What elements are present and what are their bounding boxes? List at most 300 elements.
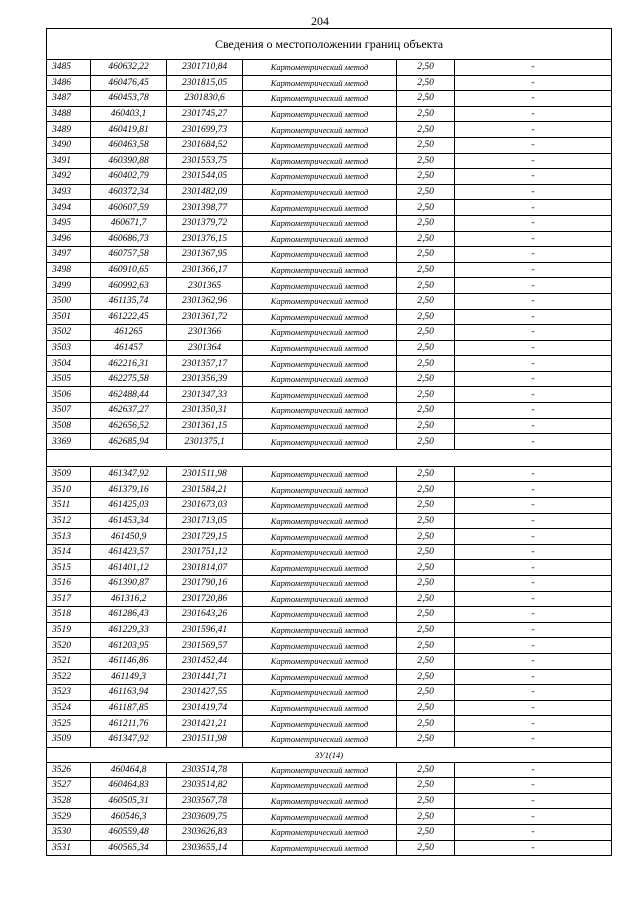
- point-number: 3530: [47, 824, 91, 840]
- table-row: [47, 153, 612, 169]
- point-number: 3514: [47, 544, 91, 560]
- determination-method: Картометрический метод: [243, 106, 397, 122]
- precision-value: 2,50: [397, 418, 455, 434]
- precision-value: 2,50: [397, 184, 455, 200]
- table-row: [47, 498, 612, 514]
- coordinate-y: 2303609,75: [167, 809, 243, 825]
- coordinate-x: 460757,58: [91, 247, 167, 263]
- point-number: 3503: [47, 340, 91, 356]
- coordinate-y: 2301745,27: [167, 106, 243, 122]
- precision-value: 2,50: [397, 340, 455, 356]
- coordinate-x: 461453,34: [91, 513, 167, 529]
- table-row: [47, 434, 612, 450]
- coordinate-y: 2301511,98: [167, 731, 243, 747]
- table-row: [47, 840, 612, 856]
- table-row: [47, 91, 612, 107]
- precision-value: 2,50: [397, 840, 455, 856]
- table-row: [47, 638, 612, 654]
- point-number: 3497: [47, 247, 91, 263]
- coordinate-x: 460464,83: [91, 778, 167, 794]
- coordinate-x: 462656,52: [91, 418, 167, 434]
- coordinate-y: 2301710,84: [167, 60, 243, 76]
- table-row: [47, 622, 612, 638]
- description-cell: -: [455, 91, 612, 107]
- point-number: 3510: [47, 482, 91, 498]
- coordinate-y: 2301553,75: [167, 153, 243, 169]
- coordinate-y: 2301584,21: [167, 482, 243, 498]
- precision-value: 2,50: [397, 669, 455, 685]
- coordinate-y: 2301815,05: [167, 75, 243, 91]
- coordinate-y: 2301673,03: [167, 498, 243, 514]
- precision-value: 2,50: [397, 544, 455, 560]
- coordinate-y: 2301366,17: [167, 262, 243, 278]
- table-row: [47, 576, 612, 592]
- precision-value: 2,50: [397, 809, 455, 825]
- point-number: 3496: [47, 231, 91, 247]
- determination-method: Картометрический метод: [243, 466, 397, 482]
- precision-value: 2,50: [397, 762, 455, 778]
- coordinate-y: 2301398,77: [167, 200, 243, 216]
- point-number: 3501: [47, 309, 91, 325]
- table-row: [47, 387, 612, 403]
- determination-method: Картометрический метод: [243, 498, 397, 514]
- description-cell: -: [455, 498, 612, 514]
- determination-method: Картометрический метод: [243, 622, 397, 638]
- table-row: [47, 591, 612, 607]
- precision-value: 2,50: [397, 325, 455, 341]
- determination-method: Картометрический метод: [243, 278, 397, 294]
- determination-method: Картометрический метод: [243, 638, 397, 654]
- coordinate-x: 461390,87: [91, 576, 167, 592]
- determination-method: Картометрический метод: [243, 91, 397, 107]
- point-number: 3486: [47, 75, 91, 91]
- precision-value: 2,50: [397, 653, 455, 669]
- coordinate-x: 460565,34: [91, 840, 167, 856]
- coordinate-y: 2301362,96: [167, 293, 243, 309]
- section-label: ЗУ1(14): [47, 747, 612, 762]
- coordinate-y: 2301376,15: [167, 231, 243, 247]
- determination-method: Картометрический метод: [243, 247, 397, 263]
- table-row: [47, 513, 612, 529]
- determination-method: Картометрический метод: [243, 716, 397, 732]
- point-number: 3506: [47, 387, 91, 403]
- coordinate-y: 2301830,6: [167, 91, 243, 107]
- precision-value: 2,50: [397, 215, 455, 231]
- precision-value: 2,50: [397, 356, 455, 372]
- precision-value: 2,50: [397, 371, 455, 387]
- precision-value: 2,50: [397, 309, 455, 325]
- coordinate-x: 460402,79: [91, 169, 167, 185]
- point-number: 3531: [47, 840, 91, 856]
- description-cell: -: [455, 309, 612, 325]
- coordinate-x: 461401,12: [91, 560, 167, 576]
- table-row: [47, 544, 612, 560]
- coordinate-x: 461316,2: [91, 591, 167, 607]
- coordinate-x: 460372,34: [91, 184, 167, 200]
- precision-value: 2,50: [397, 60, 455, 76]
- description-cell: -: [455, 325, 612, 341]
- coordinate-y: 2301361,72: [167, 309, 243, 325]
- description-cell: -: [455, 653, 612, 669]
- table-row: [47, 122, 612, 138]
- point-number: 3517: [47, 591, 91, 607]
- point-number: 3492: [47, 169, 91, 185]
- coordinate-y: 2301544,05: [167, 169, 243, 185]
- description-cell: -: [455, 403, 612, 419]
- determination-method: Картометрический метод: [243, 325, 397, 341]
- coordinate-y: 2301356,39: [167, 371, 243, 387]
- description-cell: -: [455, 731, 612, 747]
- description-cell: -: [455, 231, 612, 247]
- section-label-row: [47, 747, 612, 762]
- point-number: 3516: [47, 576, 91, 592]
- description-cell: -: [455, 840, 612, 856]
- determination-method: Картометрический метод: [243, 387, 397, 403]
- precision-value: 2,50: [397, 716, 455, 732]
- point-number: 3494: [47, 200, 91, 216]
- description-cell: -: [455, 560, 612, 576]
- description-cell: -: [455, 153, 612, 169]
- description-cell: -: [455, 169, 612, 185]
- page-number: 204: [311, 14, 329, 28]
- coordinate-x: 460505,31: [91, 793, 167, 809]
- table-row: [47, 482, 612, 498]
- determination-method: Картометрический метод: [243, 169, 397, 185]
- precision-value: 2,50: [397, 75, 455, 91]
- precision-value: 2,50: [397, 106, 455, 122]
- coordinate-y: 2301751,12: [167, 544, 243, 560]
- determination-method: Картометрический метод: [243, 122, 397, 138]
- coordinate-x: 460403,1: [91, 106, 167, 122]
- coordinate-y: 2301365: [167, 278, 243, 294]
- determination-method: Картометрический метод: [243, 60, 397, 76]
- description-cell: -: [455, 824, 612, 840]
- table-row: [47, 700, 612, 716]
- coordinate-x: 460476,45: [91, 75, 167, 91]
- point-number: 3493: [47, 184, 91, 200]
- table-row: [47, 293, 612, 309]
- point-number: 3512: [47, 513, 91, 529]
- determination-method: Картометрический метод: [243, 356, 397, 372]
- point-number: 3491: [47, 153, 91, 169]
- table-row: [47, 278, 612, 294]
- table-row: [47, 184, 612, 200]
- determination-method: Картометрический метод: [243, 340, 397, 356]
- point-number: 3515: [47, 560, 91, 576]
- point-number: 3522: [47, 669, 91, 685]
- description-cell: -: [455, 387, 612, 403]
- separator-row: [47, 449, 612, 466]
- coordinate-y: 2303514,78: [167, 762, 243, 778]
- table-row: [47, 793, 612, 809]
- precision-value: 2,50: [397, 793, 455, 809]
- table-title-row: [47, 29, 612, 60]
- precision-value: 2,50: [397, 466, 455, 482]
- table-title: Сведения о местоположении границ объекта: [47, 29, 612, 60]
- description-cell: -: [455, 215, 612, 231]
- precision-value: 2,50: [397, 622, 455, 638]
- separator-cell: [47, 449, 612, 466]
- point-number: 3488: [47, 106, 91, 122]
- coordinate-y: 2303655,14: [167, 840, 243, 856]
- coordinate-x: 460992,63: [91, 278, 167, 294]
- coordinate-x: 460464,8: [91, 762, 167, 778]
- precision-value: 2,50: [397, 434, 455, 450]
- coordinate-x: 461379,16: [91, 482, 167, 498]
- point-number: 3529: [47, 809, 91, 825]
- point-number: 3511: [47, 498, 91, 514]
- coordinate-x: 461347,92: [91, 466, 167, 482]
- point-number: 3505: [47, 371, 91, 387]
- coordinate-x: 461457: [91, 340, 167, 356]
- table-row: [47, 716, 612, 732]
- determination-method: Картометрический метод: [243, 560, 397, 576]
- table-row: [47, 418, 612, 434]
- table-row: [47, 778, 612, 794]
- precision-value: 2,50: [397, 560, 455, 576]
- table-row: [47, 653, 612, 669]
- point-number: 3500: [47, 293, 91, 309]
- coordinate-x: 461265: [91, 325, 167, 341]
- coordinate-y: 2301441,71: [167, 669, 243, 685]
- table-row: [47, 169, 612, 185]
- coordinate-y: 2301452,44: [167, 653, 243, 669]
- coordinate-x: 460546,3: [91, 809, 167, 825]
- description-cell: -: [455, 809, 612, 825]
- precision-value: 2,50: [397, 731, 455, 747]
- table-body: [47, 29, 612, 856]
- precision-value: 2,50: [397, 122, 455, 138]
- coordinate-y: 2301511,98: [167, 466, 243, 482]
- description-cell: -: [455, 513, 612, 529]
- coordinate-x: 460419,81: [91, 122, 167, 138]
- point-number: 3508: [47, 418, 91, 434]
- precision-value: 2,50: [397, 529, 455, 545]
- precision-value: 2,50: [397, 293, 455, 309]
- determination-method: Картометрический метод: [243, 576, 397, 592]
- point-number: 3509: [47, 731, 91, 747]
- point-number: 3518: [47, 607, 91, 623]
- description-cell: -: [455, 716, 612, 732]
- precision-value: 2,50: [397, 247, 455, 263]
- description-cell: -: [455, 685, 612, 701]
- coordinate-x: 461135,74: [91, 293, 167, 309]
- precision-value: 2,50: [397, 576, 455, 592]
- table-row: [47, 809, 612, 825]
- precision-value: 2,50: [397, 824, 455, 840]
- coordinate-y: 2301814,07: [167, 560, 243, 576]
- table-row: [47, 262, 612, 278]
- determination-method: Картометрический метод: [243, 200, 397, 216]
- description-cell: -: [455, 466, 612, 482]
- description-cell: -: [455, 591, 612, 607]
- description-cell: -: [455, 793, 612, 809]
- point-number: 3520: [47, 638, 91, 654]
- point-number: 3526: [47, 762, 91, 778]
- precision-value: 2,50: [397, 137, 455, 153]
- table-row: [47, 403, 612, 419]
- coordinate-x: 461347,92: [91, 731, 167, 747]
- coordinate-x: 460559,48: [91, 824, 167, 840]
- description-cell: -: [455, 762, 612, 778]
- determination-method: Картометрический метод: [243, 434, 397, 450]
- coordinate-x: 462637,27: [91, 403, 167, 419]
- coordinate-x: 461286,43: [91, 607, 167, 623]
- point-number: 3489: [47, 122, 91, 138]
- determination-method: Картометрический метод: [243, 544, 397, 560]
- coordinate-x: 461423,57: [91, 544, 167, 560]
- point-number: 3519: [47, 622, 91, 638]
- coordinate-x: 461450,9: [91, 529, 167, 545]
- determination-method: Картометрический метод: [243, 137, 397, 153]
- coordinate-y: 2301361,15: [167, 418, 243, 434]
- boundary-coordinates-table: [46, 28, 612, 856]
- table-row: [47, 200, 612, 216]
- description-cell: -: [455, 576, 612, 592]
- point-number: 3523: [47, 685, 91, 701]
- determination-method: Картометрический метод: [243, 231, 397, 247]
- coordinate-y: 2301643,26: [167, 607, 243, 623]
- determination-method: Картометрический метод: [243, 793, 397, 809]
- precision-value: 2,50: [397, 387, 455, 403]
- coordinate-y: 2301684,52: [167, 137, 243, 153]
- determination-method: Картометрический метод: [243, 309, 397, 325]
- determination-method: Картометрический метод: [243, 513, 397, 529]
- table-row: [47, 529, 612, 545]
- precision-value: 2,50: [397, 403, 455, 419]
- precision-value: 2,50: [397, 591, 455, 607]
- description-cell: -: [455, 200, 612, 216]
- coordinate-x: 460632,22: [91, 60, 167, 76]
- coordinate-y: 2301569,57: [167, 638, 243, 654]
- precision-value: 2,50: [397, 231, 455, 247]
- coordinate-x: 462275,58: [91, 371, 167, 387]
- determination-method: Картометрический метод: [243, 778, 397, 794]
- coordinate-x: 461425,03: [91, 498, 167, 514]
- description-cell: -: [455, 137, 612, 153]
- precision-value: 2,50: [397, 778, 455, 794]
- table-row: [47, 824, 612, 840]
- determination-method: Картометрический метод: [243, 653, 397, 669]
- precision-value: 2,50: [397, 91, 455, 107]
- description-cell: -: [455, 700, 612, 716]
- point-number: 3499: [47, 278, 91, 294]
- point-number: 3528: [47, 793, 91, 809]
- precision-value: 2,50: [397, 498, 455, 514]
- description-cell: -: [455, 434, 612, 450]
- point-number: 3490: [47, 137, 91, 153]
- precision-value: 2,50: [397, 169, 455, 185]
- description-cell: -: [455, 607, 612, 623]
- table-row: [47, 762, 612, 778]
- coordinate-x: 460463,58: [91, 137, 167, 153]
- table-row: [47, 669, 612, 685]
- description-cell: -: [455, 778, 612, 794]
- coordinate-x: 460686,73: [91, 231, 167, 247]
- coordinate-x: 461203,95: [91, 638, 167, 654]
- description-cell: -: [455, 293, 612, 309]
- coordinate-x: 461222,45: [91, 309, 167, 325]
- precision-value: 2,50: [397, 638, 455, 654]
- precision-value: 2,50: [397, 262, 455, 278]
- coordinate-y: 2301366: [167, 325, 243, 341]
- table-row: [47, 731, 612, 747]
- table-row: [47, 75, 612, 91]
- precision-value: 2,50: [397, 607, 455, 623]
- precision-value: 2,50: [397, 153, 455, 169]
- coordinate-x: 460607,59: [91, 200, 167, 216]
- coordinate-y: 2301427,55: [167, 685, 243, 701]
- description-cell: -: [455, 122, 612, 138]
- determination-method: Картометрический метод: [243, 215, 397, 231]
- description-cell: -: [455, 106, 612, 122]
- coordinate-y: 2301596,41: [167, 622, 243, 638]
- coordinate-y: 2301790,16: [167, 576, 243, 592]
- determination-method: Картометрический метод: [243, 762, 397, 778]
- coordinate-y: 2301699,73: [167, 122, 243, 138]
- description-cell: -: [455, 60, 612, 76]
- precision-value: 2,50: [397, 513, 455, 529]
- coordinate-y: 2303567,78: [167, 793, 243, 809]
- determination-method: Картометрический метод: [243, 75, 397, 91]
- table-row: [47, 106, 612, 122]
- table-row: [47, 231, 612, 247]
- description-cell: -: [455, 184, 612, 200]
- table-row: [47, 325, 612, 341]
- determination-method: Картометрический метод: [243, 731, 397, 747]
- description-cell: -: [455, 356, 612, 372]
- table-row: [47, 137, 612, 153]
- point-number: 3507: [47, 403, 91, 419]
- table-row: [47, 466, 612, 482]
- determination-method: Картометрический метод: [243, 482, 397, 498]
- determination-method: Картометрический метод: [243, 262, 397, 278]
- coordinate-x: 461187,85: [91, 700, 167, 716]
- precision-value: 2,50: [397, 700, 455, 716]
- coordinate-x: 461211,76: [91, 716, 167, 732]
- table-row: [47, 340, 612, 356]
- determination-method: Картометрический метод: [243, 669, 397, 685]
- description-cell: -: [455, 371, 612, 387]
- description-cell: -: [455, 278, 612, 294]
- coordinate-y: 2301364: [167, 340, 243, 356]
- coordinate-y: 2301482,09: [167, 184, 243, 200]
- determination-method: Картометрический метод: [243, 184, 397, 200]
- determination-method: Картометрический метод: [243, 607, 397, 623]
- table-row: [47, 371, 612, 387]
- coordinate-y: 2301729,15: [167, 529, 243, 545]
- coordinate-y: 2303626,83: [167, 824, 243, 840]
- coordinate-y: 2301713,05: [167, 513, 243, 529]
- point-number: 3513: [47, 529, 91, 545]
- determination-method: Картометрический метод: [243, 824, 397, 840]
- coordinate-x: 462488,44: [91, 387, 167, 403]
- coordinate-x: 461163,94: [91, 685, 167, 701]
- determination-method: Картометрический метод: [243, 529, 397, 545]
- table-row: [47, 356, 612, 372]
- determination-method: Картометрический метод: [243, 403, 397, 419]
- coordinate-y: 2301419,74: [167, 700, 243, 716]
- point-number: 3525: [47, 716, 91, 732]
- description-cell: -: [455, 340, 612, 356]
- point-number: 3485: [47, 60, 91, 76]
- point-number: 3509: [47, 466, 91, 482]
- coordinate-x: 461229,33: [91, 622, 167, 638]
- coordinate-x: 460910,65: [91, 262, 167, 278]
- coordinate-x: 461149,3: [91, 669, 167, 685]
- coordinate-y: 2301375,1: [167, 434, 243, 450]
- description-cell: -: [455, 669, 612, 685]
